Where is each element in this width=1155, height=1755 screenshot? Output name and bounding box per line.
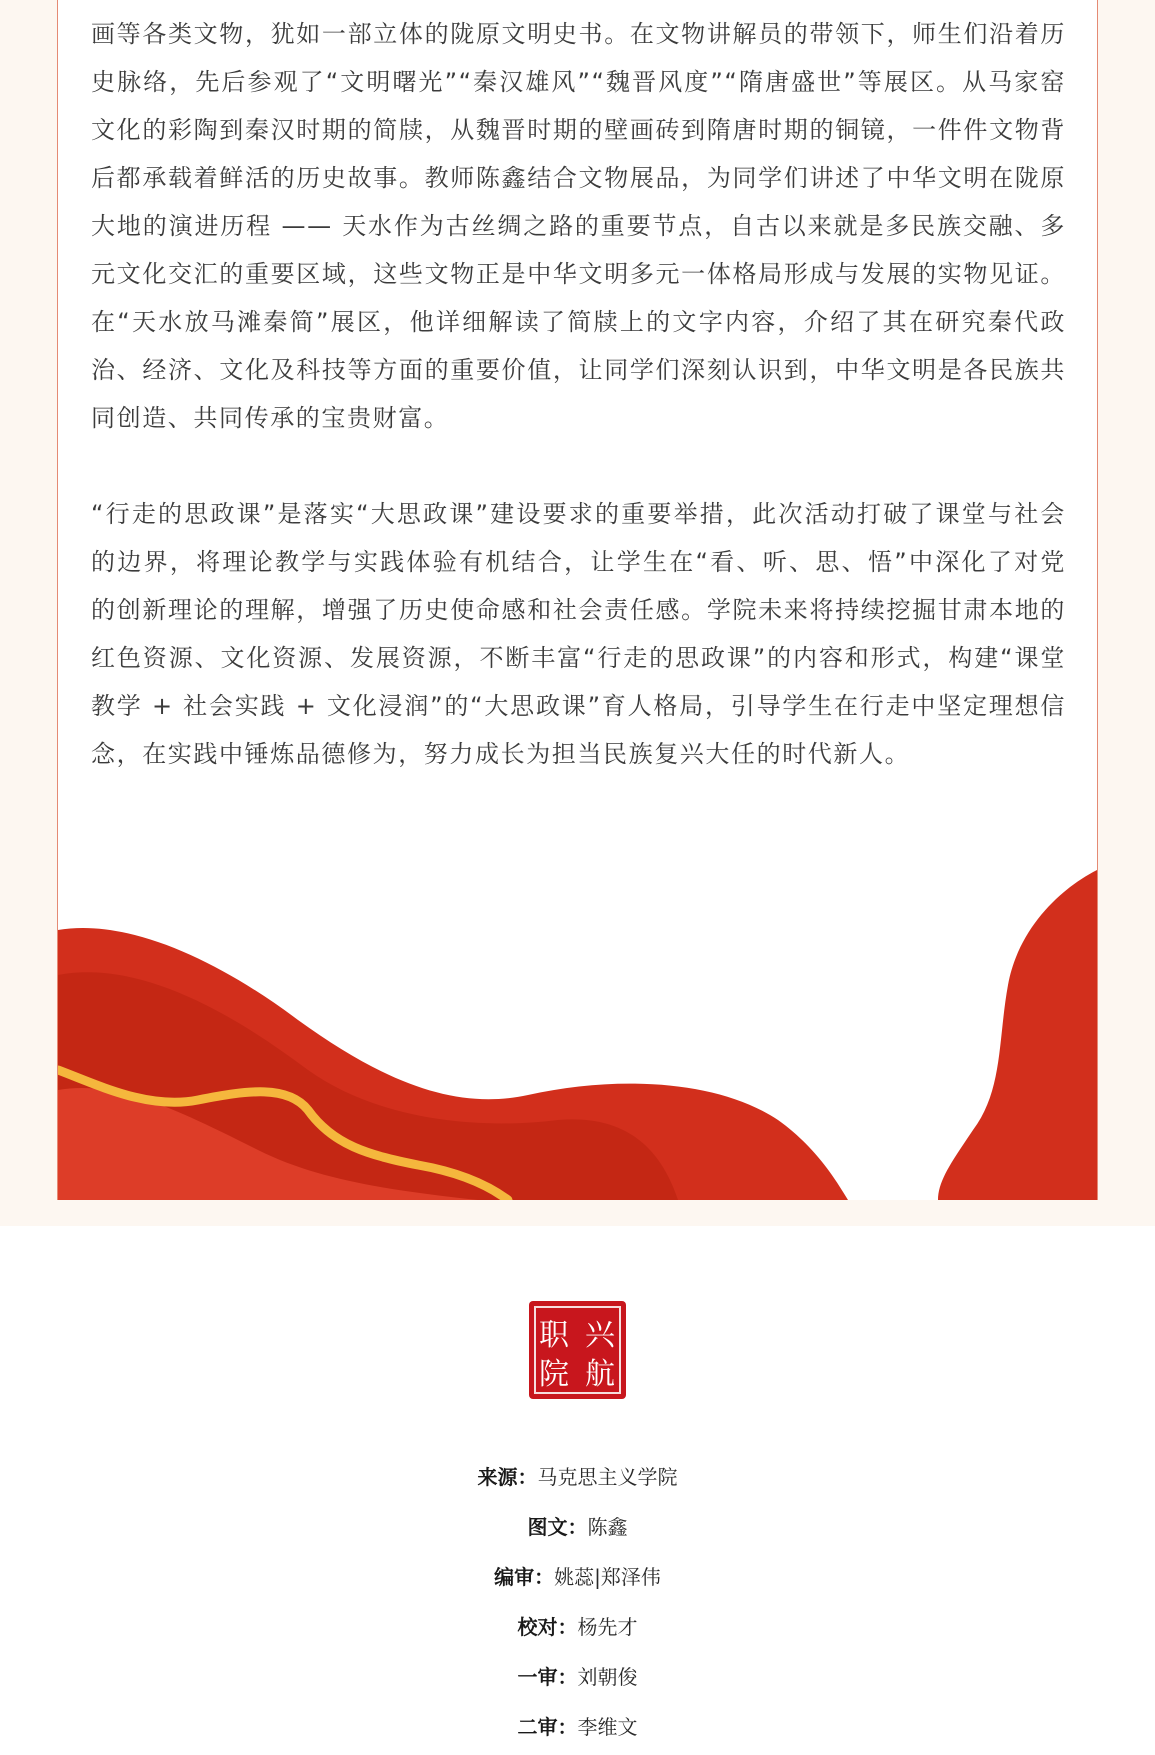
credit-label: 一审： <box>517 1665 578 1689</box>
credit-text-photo <box>0 1502 1155 1552</box>
svg-text:院: 院 <box>539 1357 569 1392</box>
article-paragraph-2: “行走的思政课”是落实“大思政课”建设要求的重要举措，此次活动打破了课堂与社会的边界，将理论教学与实践体验有机结合，让学生在“看、听、思、悟”中深化了对党的创新理论的理解，增强了历史使命感和社会责任感。学院未来将持续挖掘甘肃本地的红色资源、文化资源、发展资源，不断丰富“行走的思政课”的内容和形式，构建“课堂教学 + 社会实践 + 文化浸润”的“大思政课”育人格局，引导学生在行走中坚定理想信念，在实践中锤炼品德修为，努力成长为担当民族复兴大任的时代新人。 <box>91 500 1066 768</box>
red-wave-decoration <box>58 0 1097 1200</box>
credit-source <box>0 1452 1155 1502</box>
credits-block <box>0 1452 1155 1752</box>
college-seal-logo <box>527 1299 628 1401</box>
credit-label: 图文： <box>527 1515 588 1539</box>
article-card <box>57 0 1098 1200</box>
credit-label: 校对： <box>517 1615 578 1639</box>
credit-second-review <box>0 1702 1155 1752</box>
svg-text:兴: 兴 <box>585 1318 615 1353</box>
credit-value: 李维文 <box>577 1715 638 1739</box>
credit-label: 编审： <box>494 1565 555 1589</box>
credit-label: 二审： <box>517 1715 578 1739</box>
credit-label: 来源： <box>477 1465 538 1489</box>
credit-value: 姚蕊|郑泽伟 <box>554 1565 661 1589</box>
credit-first-review <box>0 1652 1155 1702</box>
credit-proofreader <box>0 1602 1155 1652</box>
svg-text:航: 航 <box>585 1357 615 1392</box>
credit-editor <box>0 1552 1155 1602</box>
credit-value: 刘朝俊 <box>577 1665 638 1689</box>
article-paragraph-1: 画等各类文物，犹如一部立体的陇原文明史书。在文物讲解员的带领下，师生们沿着历史脉络，先后参观了“文明曙光”“秦汉雄风”“魏晋风度”“隋唐盛世”等展区。从马家窑文化的彩陶到秦汉时期的简牍，从魏晋时期的壁画砖到隋唐时期的铜镜，一件件文物背后都承载着鲜活的历史故事。教师陈鑫结合文物展品，为同学们讲述了中华文明在陇原大地的演进历程 —— 天水作为古丝绸之路的重要节点，自古以来就是多民族交融、多元文化交汇的重要区域，这些文物正是中华文明多元一体格局形成与发展的实物见证。在“天水放马滩秦简”展区，他详细解读了简牍上的文字内容，介绍了其在研究秦代政治、经济、文化及科技等方面的重要价值，让同学们深刻认识到，中华文明是各民族共同创造、共同传承的宝贵财富。 <box>91 20 1066 432</box>
svg-text:职: 职 <box>539 1318 569 1353</box>
credit-value: 马克思主义学院 <box>537 1465 678 1489</box>
credit-value: 陈鑫 <box>587 1515 628 1539</box>
credit-value: 杨先才 <box>577 1615 638 1639</box>
